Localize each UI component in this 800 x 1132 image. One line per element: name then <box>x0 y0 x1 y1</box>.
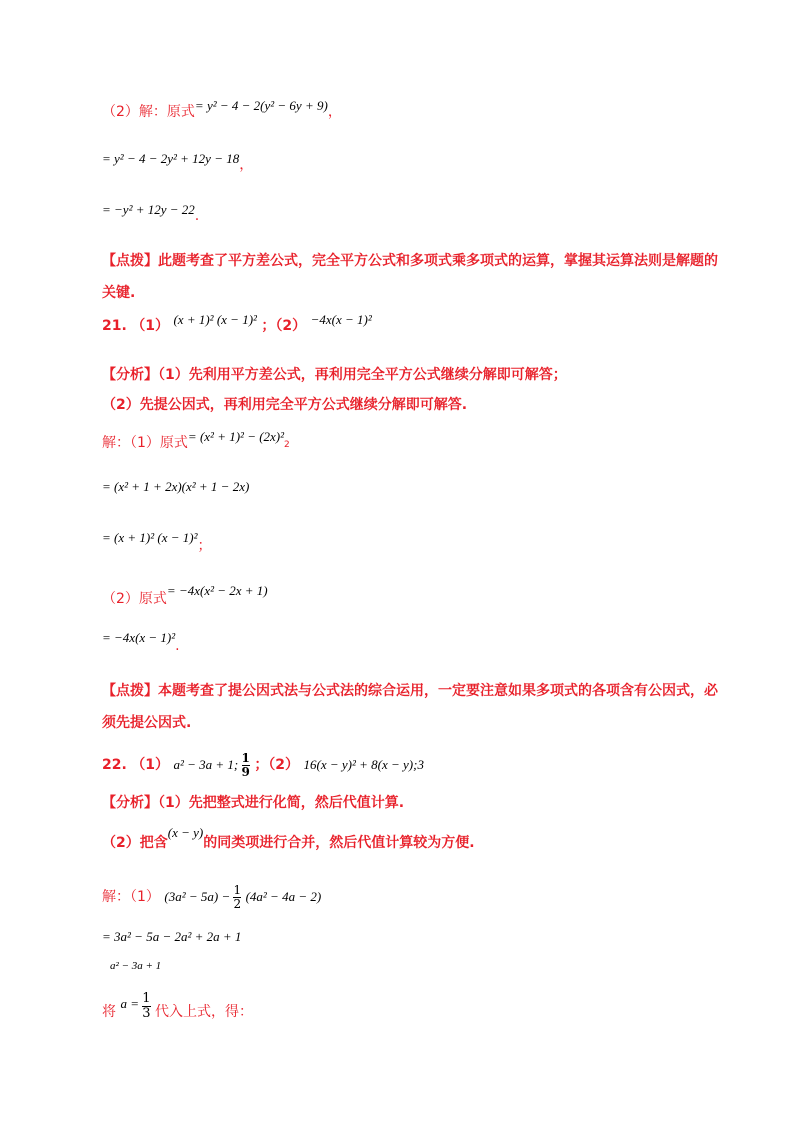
q22-substitution-post: 代入上式，得： <box>154 1004 253 1021</box>
q22-solution-label: 解：（1） <box>102 889 160 906</box>
q22-step2-line <box>110 960 161 972</box>
q22-substitution-line <box>102 992 253 1020</box>
q22-substitution-var: a = <box>120 996 143 1012</box>
q22-number: 22. <box>102 757 127 774</box>
q22-analysis-line1: 【分析】（1）先把整式进行化简，然后代值计算. <box>102 795 405 811</box>
q21-part2-expr: = −4x(x² − 2x + 1) <box>166 583 268 598</box>
q22-analysis-post: 的同类项进行合并，然后代值计算较为方便. <box>203 835 475 851</box>
q22-analysis-pre: （2）把含 <box>102 835 168 851</box>
q22-substitution-denominator: 3 <box>142 1005 151 1021</box>
q21-solution-expr1: = (x² + 1)² − (2x)² <box>187 429 285 444</box>
q21-analysis-line1: 【分析】（1）先利用平方差公式，再利用完全平方公式继续分解即可解答； <box>102 367 567 383</box>
q21-answer-line <box>102 312 372 334</box>
q22-step2-expr: a² − 3a + 1 <box>110 960 162 972</box>
q21-answer2: −4x(x − 1)² <box>310 312 372 327</box>
q21-step3-tail: . <box>175 638 180 654</box>
q22-answer-line <box>102 752 424 778</box>
q22-part1-label: （1） <box>131 757 170 774</box>
q22-solution-expr1: (3a² − 5a) − <box>164 889 234 905</box>
q20-step1-expr: = y² − 4 − 2y² + 12y − 18 <box>102 151 240 166</box>
q22-answer1-expr: a² − 3a + 1; <box>173 757 242 773</box>
q21-part2-label: ；（2） <box>261 318 307 334</box>
q21-step3-expr: = −4x(x − 1)² <box>102 630 176 645</box>
q21-step3-line <box>102 630 180 654</box>
q20-step2-expr: = −y² + 12y − 22 <box>102 202 195 217</box>
q20-part2-expr: = y² − 4 − 2(y² − 6y + 9) <box>194 98 328 113</box>
q22-part2-label: ；（2） <box>254 757 300 774</box>
q22-solution-line1 <box>102 884 321 910</box>
q21-solution-line1 <box>102 429 290 451</box>
q21-step1-line <box>102 480 249 494</box>
q20-part2-tail: ， <box>327 104 342 120</box>
q21-tip-line1: 【点拨】本题考查了提公因式法与公式法的综合运用，一定要注意如果多项式的各项含有公因式，必 <box>102 683 718 699</box>
q22-substitution-fraction <box>142 992 150 1020</box>
q21-part2-solution-label: （2）原式 <box>102 591 167 607</box>
q22-answer1-numerator: 1 <box>241 751 250 765</box>
q22-step1-line <box>102 930 241 944</box>
q21-answer1: (x + 1)² (x − 1)² <box>173 312 257 327</box>
q20-step1-line <box>102 151 254 173</box>
q22-analysis-expr: (x − y) <box>167 825 204 840</box>
q21-tip-line2: 须先提公因式. <box>102 715 192 731</box>
q22-solution-expr2: (4a² − 4a − 2) <box>245 889 322 905</box>
q22-solution-fraction <box>233 884 241 910</box>
q21-step2-tail: ； <box>197 538 212 554</box>
q21-solution-label: 解：（1）原式 <box>102 435 188 451</box>
q20-tip-line1: 【点拨】此题考查了平方差公式，完全平方公式和多项式乘多项式的运算，掌握其运算法则是解题的 <box>102 253 718 269</box>
q21-analysis-line2: （2）先提公因式，再利用完全平方公式继续分解即可解答. <box>102 397 468 413</box>
q21-step1-expr: = (x² + 1 + 2x)(x² + 1 − 2x) <box>102 479 250 494</box>
q22-solution-denominator: 2 <box>233 896 242 911</box>
q22-step1-expr: = 3a² − 5a − 2a² + 2a + 1 <box>102 929 242 944</box>
q22-substitution-pre: 将 <box>102 1004 116 1021</box>
q20-part2-label: （2）解：原式 <box>102 104 195 120</box>
q22-answer2-expr: 16(x − y)² + 8(x − y);3 <box>303 757 424 773</box>
q21-part2-line <box>102 583 268 607</box>
q21-solution-tail: 2 <box>284 440 290 450</box>
q21-part1-label: （1） <box>131 318 170 334</box>
q22-answer1-denominator: 9 <box>241 764 250 779</box>
q22-answer1-fraction <box>242 752 250 778</box>
q22-substitution-numerator: 1 <box>142 991 151 1006</box>
q22-solution-numerator: 1 <box>233 883 242 897</box>
q21-step2-line <box>102 530 212 554</box>
q20-tip-line2: 关键. <box>102 285 136 301</box>
q22-analysis-line2 <box>102 825 475 851</box>
q20-step2-line <box>102 202 200 224</box>
q20-part2-line <box>102 98 342 120</box>
q21-step2-expr: = (x + 1)² (x − 1)² <box>102 530 198 545</box>
q20-step1-tail: ， <box>239 157 254 173</box>
q20-step2-tail: . <box>194 208 200 224</box>
q21-number: 21. <box>102 318 127 334</box>
